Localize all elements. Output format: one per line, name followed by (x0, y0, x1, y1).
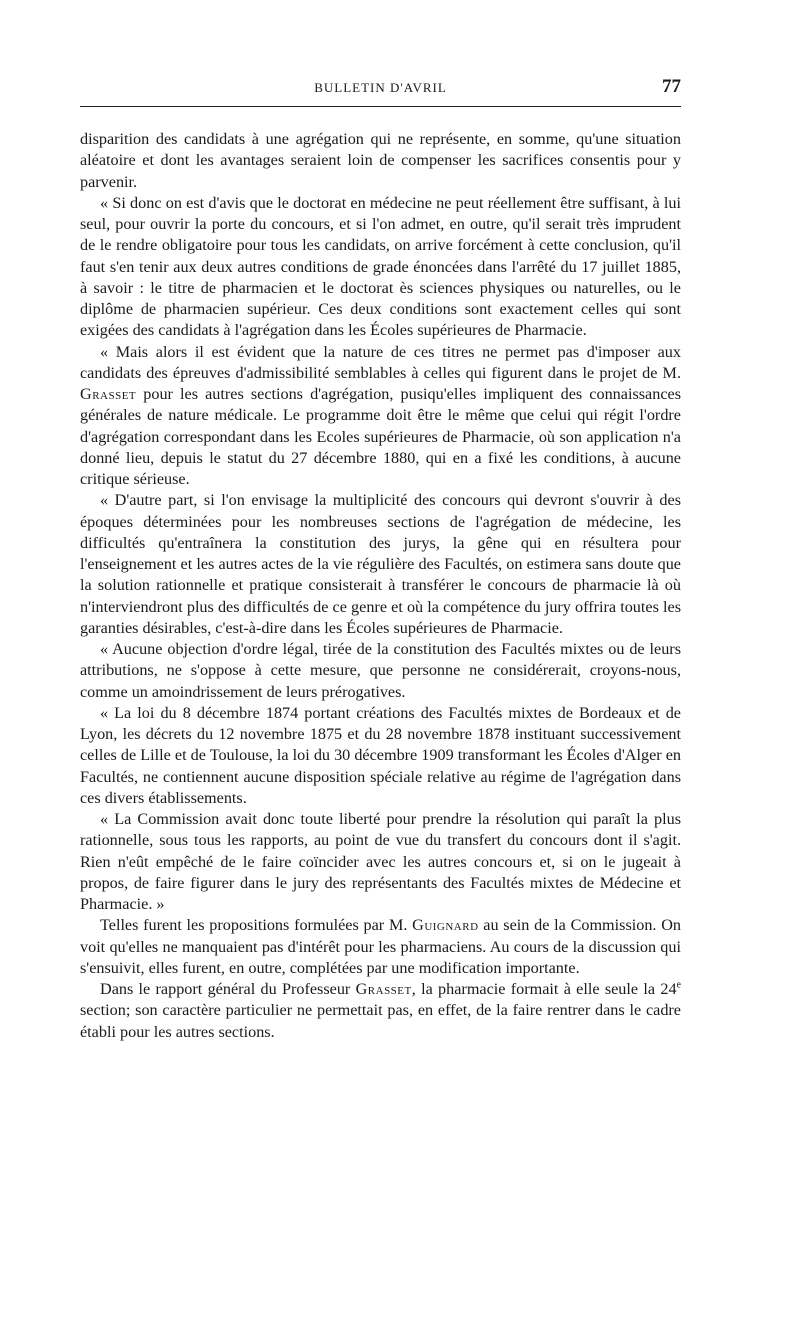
text-run: , la pharmacie formait à elle seule la 24 (411, 980, 677, 998)
body-text (80, 129, 681, 1043)
text-run: pour les autres sections d'agrégation, pusiqu'elles impliquent des connaissances générales de nature médicale. Le programme doit être le même que celui qui régit l'ordre d'agrégation correspondant dans les Ecoles supérieures de Pharmacie, où son application n'a donné lieu, depuis le statut du 27 décembre 1880, qui en a fixé les conditions, à aucune critique sérieuse. (80, 385, 681, 488)
text-run: Dans le rapport général du Professeur (100, 980, 356, 998)
paragraph (80, 129, 681, 193)
author-name: Guignard (412, 916, 479, 935)
text-run: section; son caractère particulier ne permettait pas, en effet, de la faire rentrer dans le cadre établi pour les autres sections. (80, 1001, 681, 1041)
paragraph (80, 490, 681, 639)
paragraph (80, 342, 681, 491)
text-run: « Mais alors il est évident que la nature de ces titres ne permet pas d'imposer aux candidats des épreuves d'admissibilité semblables à celles qui figurent dans le projet de M. (80, 342, 681, 382)
paragraph (80, 915, 681, 979)
paragraph (80, 703, 681, 809)
page-number: 77 (662, 76, 681, 97)
header-rule (80, 106, 681, 107)
text-run: « Aucune objection d'ordre légal, tirée de la constitution des Facultés mixtes ou de leurs attributions, ne s'oppose à cette mesure, que personne ne considérerait, croyons-nous, comme un amoindrissement de leurs prérogatives. (80, 640, 681, 701)
text-run: disparition des candidats à une agrégation qui ne représente, en somme, qu'une situation aléatoire et dont les avantages seraient loin de compenser les sacrifices consentis pour y parvenir. (80, 130, 681, 191)
text-run: « D'autre part, si l'on envisage la multiplicité des concours qui devront s'ouvrir à des époques déterminées pour les nombreuses sections de l'agrégation de médecine, les difficultés qu'entraînera la constitution des jurys, la gêne qui en résultera pour l'enseignement et les autres actes de la vie régulière des Facultés, on estimera sans doute que la solution rationnelle et pratique consisterait à transférer le concours de pharmacie là où n'interviendront plus des difficultés de ce genre et où la compétence du jury offrira toutes les garanties désirables, c'est-à-dire dans les Écoles supérieures de Pharmacie. (80, 491, 681, 637)
paragraph (80, 809, 681, 915)
text-run: au sein de la Commission. On voit qu'elles ne manquaient pas d'intérêt pour les pharmaciens. Au cours de la discussion qui s'ensuivit, elles furent, en outre, complétées par une modification importante. (80, 916, 681, 977)
paragraph (80, 979, 681, 1043)
text-run: Telles furent les propositions formulées par M. (100, 916, 413, 935)
running-head (80, 76, 681, 102)
author-name: Grasset (355, 980, 412, 998)
superscript: e (676, 979, 681, 991)
running-title: BULLETIN D'AVRIL (314, 80, 447, 95)
text-run: « Si donc on est d'avis que le doctorat en médecine ne peut réellement être suffisant, à lui seul, pour ouvrir la porte du concours, et si l'on admet, en outre, qu'il serait très imprudent de le rendre obligatoire pour tous les candidats, on arrive forcément à cette conclusion, qu'il faut s'en tenir aux deux autres conditions de grade énoncées dans l'arrêté du 17 juillet 1885, à savoir : le titre de pharmacien et le doctorat ès sciences physiques ou naturelles, ou le diplôme de pharmacien supérieur. Ces deux conditions sont exactement celles qui sont exigées des candidats à l'agrégation dans les Écoles supérieures de Pharmacie. (80, 193, 681, 340)
text-run: « La Commission avait donc toute liberté pour prendre la résolution qui paraît la plus rationnelle, sous tous les rapports, au point de vue du transfert du concours dont il s'agit. Rien n'eût empêché de le faire coïncider avec les autres concours et, si on le jugeait à propos, de faire figurer dans le jury des représentants des Facultés mixtes de Médecine et Pharmacie. » (80, 810, 681, 913)
paragraph (80, 193, 681, 342)
text-run: « La loi du 8 décembre 1874 portant créations des Facultés mixtes de Bordeaux et de Lyon, les décrets du 12 novembre 1875 et du 28 novembre 1878 instituant successivement celles de Lille et de Toulouse, la loi du 30 décembre 1909 transformant les Écoles d'Alger en Facultés, ne contiennent aucune disposition spéciale relative au régime de l'agrégation dans ces divers établissements. (80, 703, 681, 807)
author-name: Grasset (80, 385, 137, 403)
paragraph (80, 639, 681, 703)
